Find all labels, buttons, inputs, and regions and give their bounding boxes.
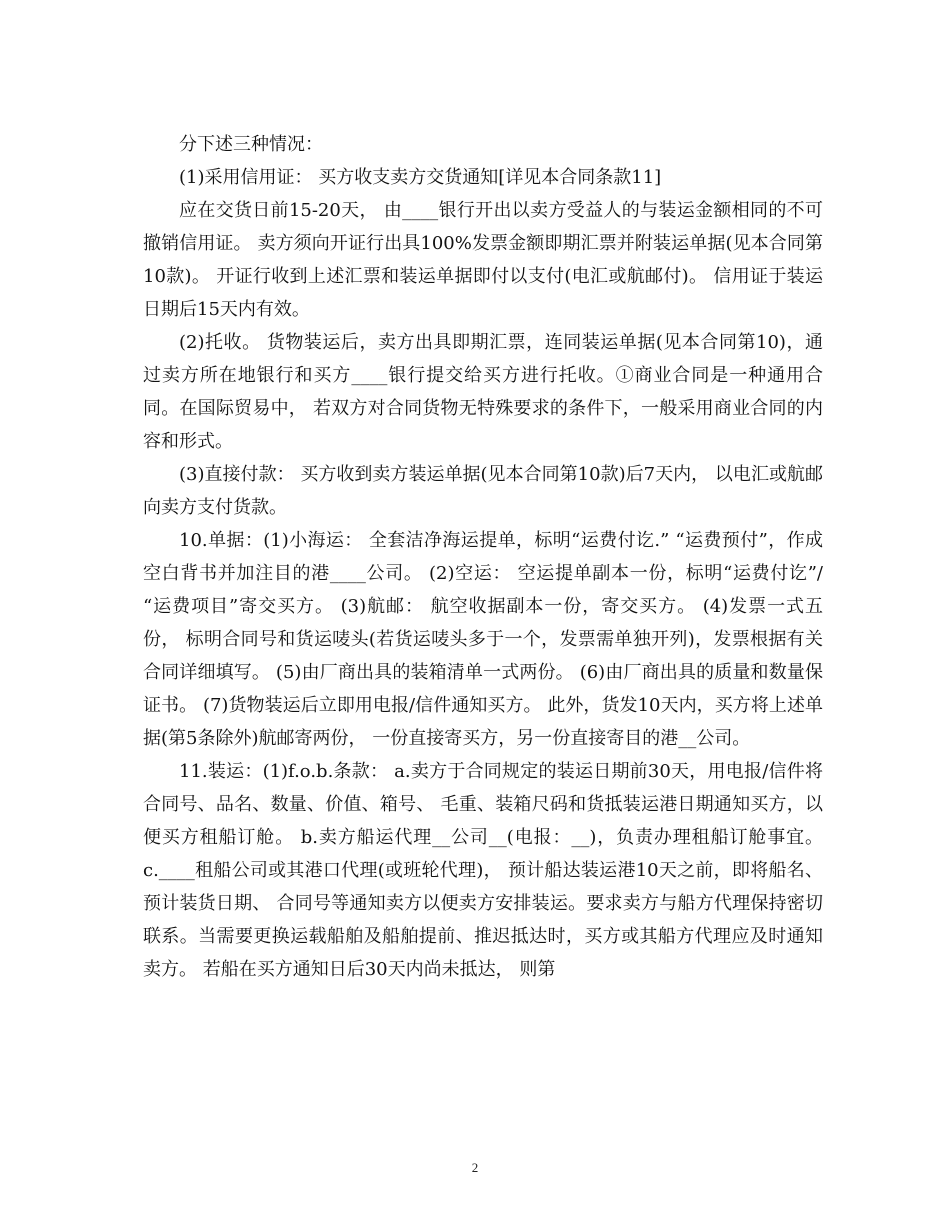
paragraph-letter-of-credit: (1)采用信用证： 买方收支卖方交货通知[详见本合同条款11] bbox=[179, 167, 662, 188]
paragraph-documents: 10.单据：(1)小海运： 全套洁净海运提单，标明“运费付讫.” “运费预付”，作成空白背书并加注目的港____公司。 (2)空运： 空运提单副本一份，标明“运费付讫”/ “运费项目”寄交买方。 (3)航邮： 航空收据副本一份，寄交买方。 (4)发票一式五份， 标明合同号和货运唛头(若货运唛头多于一个，发票需单独开列)，发票根据有关合同详细填写。 (5)由厂商出具的装箱清单一式两份。 (6)由厂商出具的质量和数量保证书。 (7)货物装运后立即用电报/信件通知买方。 此外，货发10天内，买方将上述单据(第5条除外)航邮寄两份， 一份直接寄买方，另一份直接寄目的港__公司。 bbox=[143, 530, 823, 749]
page-number: 2 bbox=[471, 1160, 479, 1175]
paragraph-shipment: 11.装运：(1)f.o.b.条款： a.卖方于合同规定的装运日期前30天，用电报/信件将合同号、品名、数量、价值、箱号、 毛重、装箱尺码和货抵装运港日期通知买方，以便买方租船订舱。 b.卖方船运代理__公司__(电报：__)，负责办理租船订舱事宜。 c.____租船公司或其港口代理(或班轮代理)， 预计船达装运港10天之前，即将船名、预计装货日期、 合同号等通知卖方以便卖方安排装运。要求卖方与船方代理保持密切联系。当需要更换运载船舶及船舶提前、推迟抵达时，买方或其船方代理应及时通知卖方。 若船在买方通知日后30天内尚未抵达， 则第 bbox=[143, 761, 823, 980]
paragraph-intro: 分下述三种情况： bbox=[179, 134, 323, 155]
document-body bbox=[143, 128, 823, 986]
paragraph-direct-payment: (3)直接付款： 买方收到卖方装运单据(见本合同第10款)后7天内， 以电汇或航邮向卖方支付货款。 bbox=[143, 464, 823, 518]
paragraph-collection: (2)托收。 货物装运后，卖方出具即期汇票，连同装运单据(见本合同第10)，通过卖方所在地银行和买方____银行提交给买方进行托收。①商业合同是一种通用合同。在国际贸易中， 若双方对合同货物无特殊要求的条件下，一般采用商业合同的内容和形式。 bbox=[143, 332, 823, 452]
paragraph-lc-details: 应在交货日前15-20天， 由____银行开出以卖方受益人的与装运金额相同的不可撤销信用证。 卖方须向开证行出具100%发票金额即期汇票并附装运单据(见本合同第10款)。 开证行收到上述汇票和装运单据即付以支付(电汇或航邮付)。 信用证于装运日期后15天内有效。 bbox=[143, 200, 823, 320]
